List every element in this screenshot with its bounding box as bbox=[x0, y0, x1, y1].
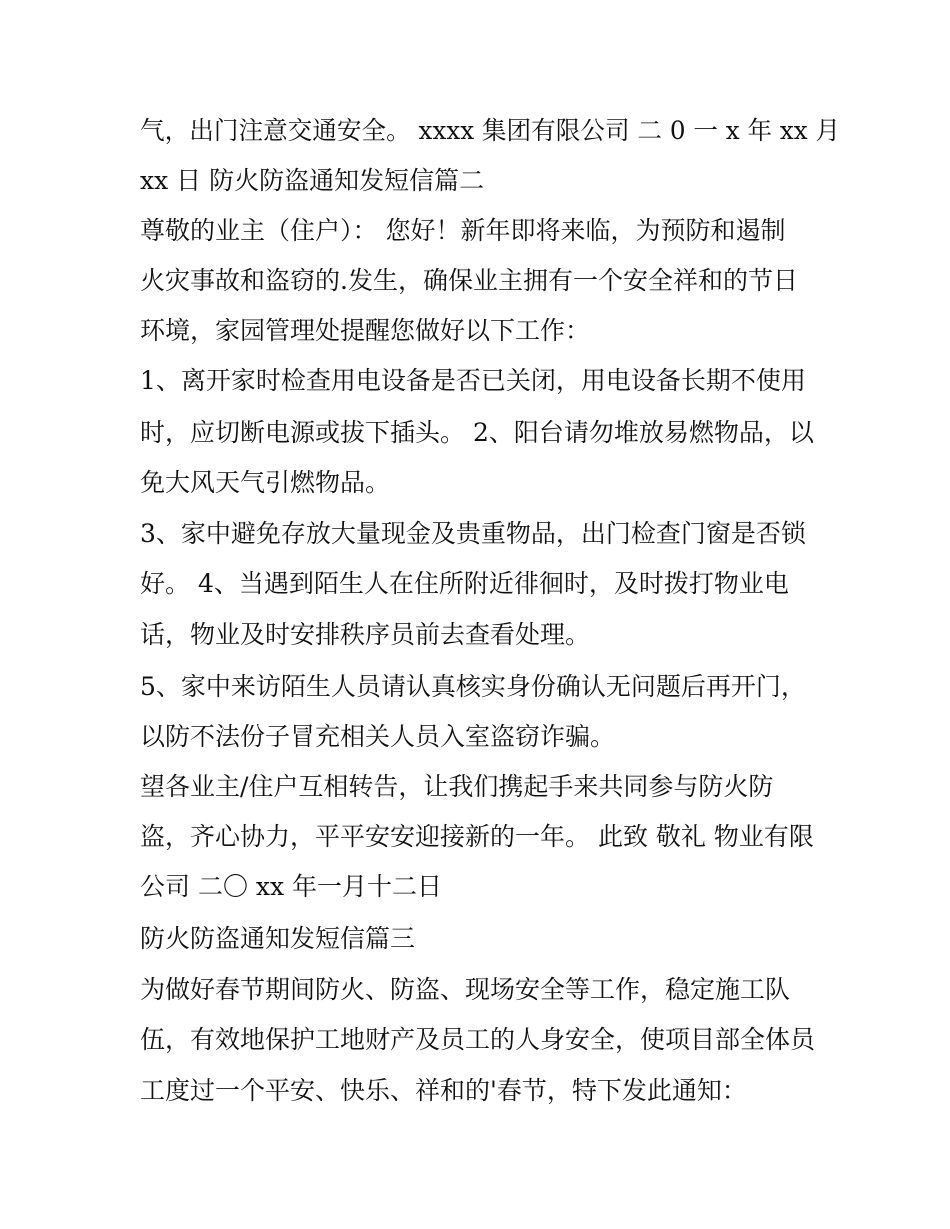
text-line-18: 为做好春节期间防火、防盗、现场安全等工作，稳定施工队 bbox=[140, 975, 791, 1004]
text-line-14: 望各业主/住户互相转告，让我们携起手来共同参与防火防 bbox=[140, 772, 774, 801]
text-line-10: 好。 4、当遇到陌生人在住所附近徘徊时，及时拨打物业电 bbox=[140, 569, 789, 598]
text-line-4: 火灾事故和盗窃的.发生，确保业主拥有一个安全祥和的节日 bbox=[140, 266, 798, 295]
text-line-11: 话，物业及时安排秩序员前去查看处理。 bbox=[140, 620, 591, 649]
text-line-8: 免大风天气引燃物品。 bbox=[140, 468, 391, 497]
text-line-13: 以防不法份子冒充相关人员入室盗窃诈骗。 bbox=[140, 722, 616, 751]
text-line-2: xx 日 防火防盗通知发短信篇二 bbox=[140, 166, 485, 195]
text-line-16: 公司 二〇 xx 年一月十二日 bbox=[140, 872, 443, 901]
text-line-5: 环境，家园管理处提醒您做好以下工作： bbox=[140, 316, 591, 345]
text-line-12: 5、家中来访陌生人员请认真核实身份确认无问题后再开门， bbox=[140, 672, 806, 701]
text-line-19: 伍，有效地保护工地财产及员工的人身安全，使项目部全体员 bbox=[140, 1025, 816, 1054]
text-line-20: 工度过一个平安、快乐、祥和的'春节，特下发此通知： bbox=[140, 1076, 747, 1105]
text-line-1: 气，出门注意交通安全。 xxxx 集团有限公司 二 0 一 x 年 xx 月 bbox=[140, 116, 841, 145]
text-line-6: 1、离开家时检查用电设备是否已关闭，用电设备长期不使用 bbox=[140, 366, 806, 395]
text-line-7: 时，应切断电源或拔下插头。 2、阳台请勿堆放易燃物品，以 bbox=[140, 418, 814, 447]
section-heading: 防火防盗通知发短信篇三 bbox=[140, 924, 416, 953]
text-line-15: 盗，齐心协力，平平安安迎接新的一年。 此致 敬礼 物业有限 bbox=[140, 822, 814, 851]
text-line-9: 3、家中避免存放大量现金及贵重物品，出门检查门窗是否锁 bbox=[140, 519, 806, 548]
text-line-3: 尊敬的业主（住户）： 您好！新年即将来临，为预防和遏制 bbox=[140, 216, 786, 245]
